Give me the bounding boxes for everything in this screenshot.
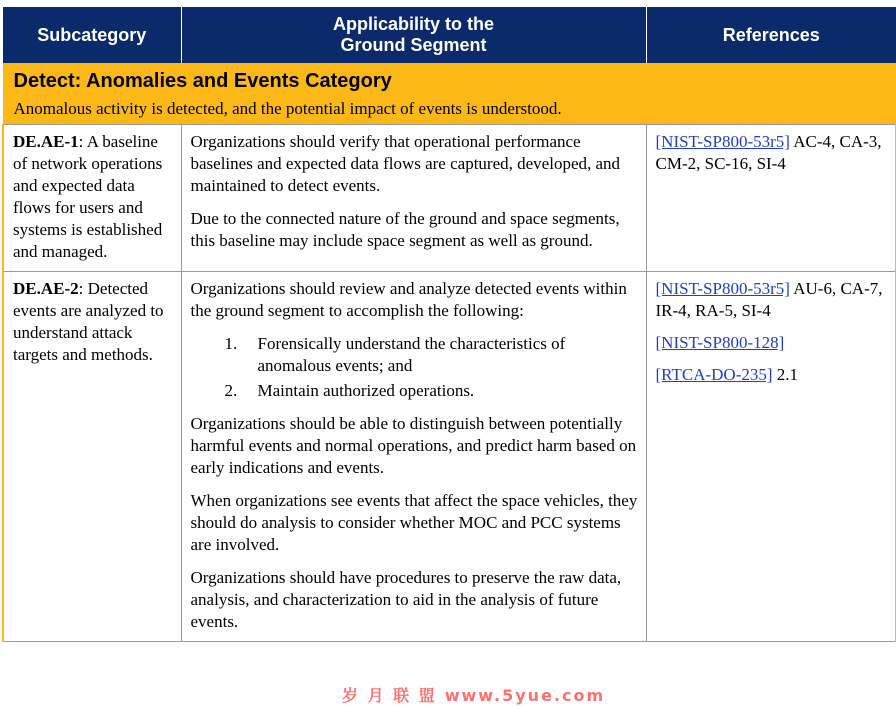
applicability-intro: Organizations should review and analyze detected events within the ground segment to accomplish the following: [190,279,627,320]
reference-controls: AC-4, CA-3, CM-2, SC-16, SI-4 [655,132,882,173]
applicability-cell [181,272,646,642]
subcategory-id: DE.AE-1 [13,132,79,151]
header-applicability-line2: Ground Segment [340,35,487,55]
reference-entry [656,278,888,322]
subcategory-text: : A baseline of network operations and expected data flows for users and systems is established and managed. [13,132,163,261]
reference-link-rtca-do-235[interactable]: [RTCA-DO-235] [655,365,773,384]
category-description: Anomalous activity is detected, and the potential impact of events is understood. [3,95,896,125]
reference-link-nist-sp800-53r5[interactable]: [NIST-SP800-53r5] [655,279,790,298]
subcategory-cell [3,272,181,642]
header-subcategory: Subcategory [3,7,181,63]
category-title: Detect: Anomalies and Events Category [3,63,896,95]
table-row-de-ae-1 [3,125,896,272]
applicability-paragraph: Due to the connected nature of the ground and space segments, this baseline may include space segment as well as ground. [190,209,620,250]
watermark-url: www.5yue.com [444,686,606,705]
reference-link-nist-sp800-53r5[interactable]: [NIST-SP800-53r5] [655,132,790,151]
header-applicability [181,7,646,63]
applicability-paragraph: Organizations should verify that operational performance baselines and expected data flows are captured, developed, and maintained to detect events. [190,132,621,195]
table-header-row [3,7,896,63]
reference-entry [656,131,888,175]
applicability-paragraph: Organizations should be able to distinguish between potentially harmful events and normal operations, and predict harm based on early indications and events. [190,414,637,477]
list-item [191,380,638,402]
references-cell [646,272,896,642]
list-number: 2. [224,381,238,400]
reference-controls: AU-6, CA-7, IR-4, RA-5, SI-4 [655,279,883,320]
subcategory-text: : Detected events are analyzed to understand attack targets and methods. [13,279,164,364]
header-references: References [646,7,896,63]
header-applicability-line1: Applicability to the [332,14,494,34]
category-title-row [3,63,896,95]
csf-detect-table [2,7,896,642]
numbered-list [191,333,638,402]
watermark-cn: 岁 月 联 盟 [342,686,437,705]
references-cell [646,125,896,272]
list-text: Maintain authorized operations. [257,381,475,400]
reference-entry [656,332,888,354]
subcategory-cell [3,125,181,272]
list-text: Forensically understand the characteristics of anomalous events; and [257,334,566,375]
applicability-cell [181,125,646,272]
applicability-paragraph: Organizations should have procedures to preserve the raw data, analysis, and characterization to aid in the analysis of future events. [190,568,622,631]
list-number: 1. [224,334,238,353]
watermark [342,683,605,706]
applicability-paragraph: When organizations see events that affect the space vehicles, they should do analysis to consider whether MOC and PCC systems are involved. [190,491,638,554]
reference-link-nist-sp800-128[interactable]: [NIST-SP800-128] [655,333,785,352]
subcategory-id: DE.AE-2 [13,279,79,298]
category-description-row [3,95,896,125]
table-row-de-ae-2 [3,272,896,642]
list-item [191,333,638,377]
reference-entry [656,364,888,386]
reference-controls: 2.1 [772,365,799,384]
